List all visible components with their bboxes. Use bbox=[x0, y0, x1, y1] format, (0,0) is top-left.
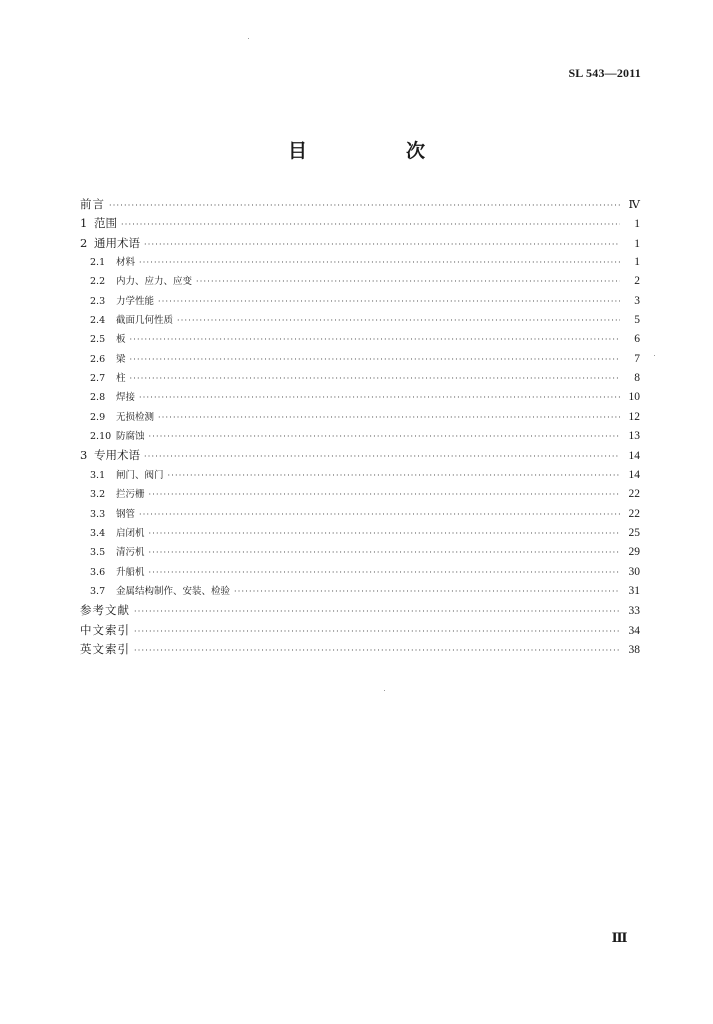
toc-entry-label: 启闭机 bbox=[116, 527, 145, 539]
scan-speck bbox=[654, 355, 655, 356]
toc-entry-number: 3.2 bbox=[90, 489, 106, 501]
toc-entry[interactable] bbox=[80, 505, 640, 524]
toc-entry[interactable] bbox=[80, 446, 640, 465]
dot-leader bbox=[196, 272, 620, 291]
toc-entry-page: 38 bbox=[628, 643, 640, 656]
toc-entry-label: 力学性能 bbox=[116, 295, 155, 307]
dot-leader bbox=[139, 505, 620, 524]
toc-entry-number: 1 bbox=[80, 216, 88, 231]
toc-entry-page: 7 bbox=[634, 352, 640, 365]
toc-entry-number: 2.4 bbox=[90, 315, 106, 327]
toc-entry-page: 6 bbox=[634, 333, 640, 346]
toc-entry-label: 焊接 bbox=[116, 392, 136, 404]
dot-leader bbox=[149, 524, 620, 543]
toc-entry[interactable] bbox=[80, 253, 640, 272]
toc-entry-label: 金属结构制作、安装、检验 bbox=[116, 585, 231, 597]
toc-entry[interactable] bbox=[80, 524, 640, 543]
toc-title: 目 次 bbox=[287, 140, 465, 162]
toc-entry[interactable] bbox=[80, 388, 640, 407]
toc-entry-number: 3.3 bbox=[90, 508, 106, 520]
toc-entry-number: 3.5 bbox=[90, 547, 106, 559]
toc-entry-label: 防腐蚀 bbox=[116, 431, 145, 443]
dot-leader bbox=[121, 215, 620, 234]
toc-entry-label: 范围 bbox=[94, 216, 117, 231]
dot-leader bbox=[130, 330, 620, 349]
standard-code: SL 543—2011 bbox=[568, 66, 641, 80]
toc-entry[interactable] bbox=[80, 582, 640, 601]
toc-entry-page: 13 bbox=[628, 430, 640, 443]
dot-leader bbox=[134, 602, 620, 621]
toc-entry-page: 22 bbox=[628, 488, 640, 501]
dot-leader bbox=[134, 622, 620, 641]
toc-entry-page: 31 bbox=[628, 584, 640, 597]
dot-leader bbox=[168, 466, 620, 485]
toc-entry-label: 通用术语 bbox=[94, 235, 140, 250]
toc-entry-page: 8 bbox=[634, 372, 640, 385]
toc-entry[interactable] bbox=[80, 195, 640, 214]
toc-entry-label: 板 bbox=[116, 334, 126, 346]
toc-entry[interactable] bbox=[80, 543, 640, 562]
toc-entry[interactable] bbox=[80, 408, 640, 427]
toc-entry-label: 无损检测 bbox=[116, 411, 155, 423]
toc-entry-number: 2.9 bbox=[90, 411, 106, 423]
toc-entry-number: 2 bbox=[80, 235, 88, 250]
toc-entry-page: 22 bbox=[628, 507, 640, 520]
toc-entry-page: 14 bbox=[628, 468, 640, 481]
toc-entry-page: 14 bbox=[628, 450, 640, 463]
toc-entry-page: Ⅳ bbox=[628, 199, 640, 211]
toc-entry-number: 3 bbox=[80, 448, 88, 463]
toc-entry[interactable] bbox=[80, 272, 640, 291]
toc-entry[interactable] bbox=[80, 427, 640, 446]
toc-entry-number: 2.7 bbox=[90, 373, 106, 385]
dot-leader bbox=[144, 447, 620, 466]
toc-entry-page: 10 bbox=[628, 391, 640, 404]
dot-leader bbox=[149, 543, 620, 562]
toc-entry-label: 清污机 bbox=[116, 547, 145, 559]
dot-leader bbox=[130, 369, 620, 388]
toc-entry-label: 闸门、阀门 bbox=[116, 469, 164, 481]
toc-entry-number: 2.3 bbox=[90, 295, 106, 307]
table-of-contents bbox=[80, 195, 640, 659]
toc-entry[interactable] bbox=[80, 466, 640, 485]
toc-entry-label: 中文索引 bbox=[80, 622, 130, 637]
toc-entry-number: 3.4 bbox=[90, 527, 106, 539]
toc-entry-page: 3 bbox=[634, 294, 640, 307]
dot-leader bbox=[139, 388, 620, 407]
toc-entry-label: 拦污栅 bbox=[116, 489, 145, 501]
toc-entry-number: 3.1 bbox=[90, 469, 106, 481]
dot-leader bbox=[139, 253, 620, 272]
dot-leader bbox=[149, 563, 620, 582]
toc-entry-number: 3.7 bbox=[90, 585, 106, 597]
toc-entry-label: 柱 bbox=[116, 373, 126, 385]
toc-entry-label: 截面几何性质 bbox=[116, 315, 174, 327]
toc-entry-page: 2 bbox=[634, 275, 640, 288]
toc-entry-label: 专用术语 bbox=[94, 448, 140, 463]
dot-leader bbox=[144, 235, 620, 254]
dot-leader bbox=[109, 196, 620, 215]
toc-entry-label: 钢管 bbox=[116, 508, 136, 520]
page-number: Ⅲ bbox=[611, 930, 627, 945]
dot-leader bbox=[149, 485, 620, 504]
toc-entry-label: 参考文献 bbox=[80, 603, 130, 618]
toc-entry-label: 升船机 bbox=[116, 566, 145, 578]
toc-entry-page: 1 bbox=[634, 218, 640, 231]
toc-entry-number: 2.6 bbox=[90, 353, 106, 365]
dot-leader bbox=[177, 311, 620, 330]
toc-entry[interactable] bbox=[80, 621, 640, 640]
toc-entry-label: 前言 bbox=[80, 197, 105, 211]
toc-entry-page: 33 bbox=[628, 605, 640, 618]
toc-entry[interactable] bbox=[80, 369, 640, 388]
toc-entry[interactable] bbox=[80, 640, 640, 659]
dot-leader bbox=[234, 582, 620, 601]
dot-leader bbox=[149, 427, 620, 446]
toc-entry[interactable] bbox=[80, 485, 640, 504]
dot-leader bbox=[134, 641, 620, 660]
toc-entry-page: 5 bbox=[634, 314, 640, 327]
toc-entry-page: 30 bbox=[628, 565, 640, 578]
toc-entry-page: 1 bbox=[634, 237, 640, 250]
toc-entry[interactable] bbox=[80, 563, 640, 582]
toc-entry-number: 3.6 bbox=[90, 566, 106, 578]
toc-entry[interactable] bbox=[80, 330, 640, 349]
toc-entry[interactable] bbox=[80, 311, 640, 330]
toc-entry-page: 34 bbox=[628, 624, 640, 637]
toc-entry-label: 梁 bbox=[116, 353, 126, 365]
scan-speck bbox=[384, 690, 385, 691]
dot-leader bbox=[158, 408, 620, 427]
toc-entry[interactable] bbox=[80, 214, 640, 233]
toc-entry-number: 2.5 bbox=[90, 334, 106, 346]
toc-entry[interactable] bbox=[80, 350, 640, 369]
scan-speck bbox=[248, 38, 249, 39]
toc-entry[interactable] bbox=[80, 234, 640, 253]
toc-entry-label: 英文索引 bbox=[80, 641, 130, 656]
toc-entry-number: 2.1 bbox=[90, 257, 106, 269]
toc-entry-page: 12 bbox=[628, 410, 640, 423]
toc-entry-label: 内力、应力、应变 bbox=[116, 276, 193, 288]
toc-entry[interactable] bbox=[80, 601, 640, 620]
dot-leader bbox=[130, 350, 620, 369]
toc-entry-page: 29 bbox=[628, 546, 640, 559]
toc-entry-number: 2.10 bbox=[90, 431, 112, 443]
toc-entry-page: 1 bbox=[634, 256, 640, 269]
toc-entry-number: 2.2 bbox=[90, 276, 106, 288]
toc-entry-label: 材料 bbox=[116, 257, 136, 269]
dot-leader bbox=[158, 292, 620, 311]
toc-entry-number: 2.8 bbox=[90, 392, 106, 404]
toc-entry-page: 25 bbox=[628, 526, 640, 539]
toc-entry[interactable] bbox=[80, 292, 640, 311]
